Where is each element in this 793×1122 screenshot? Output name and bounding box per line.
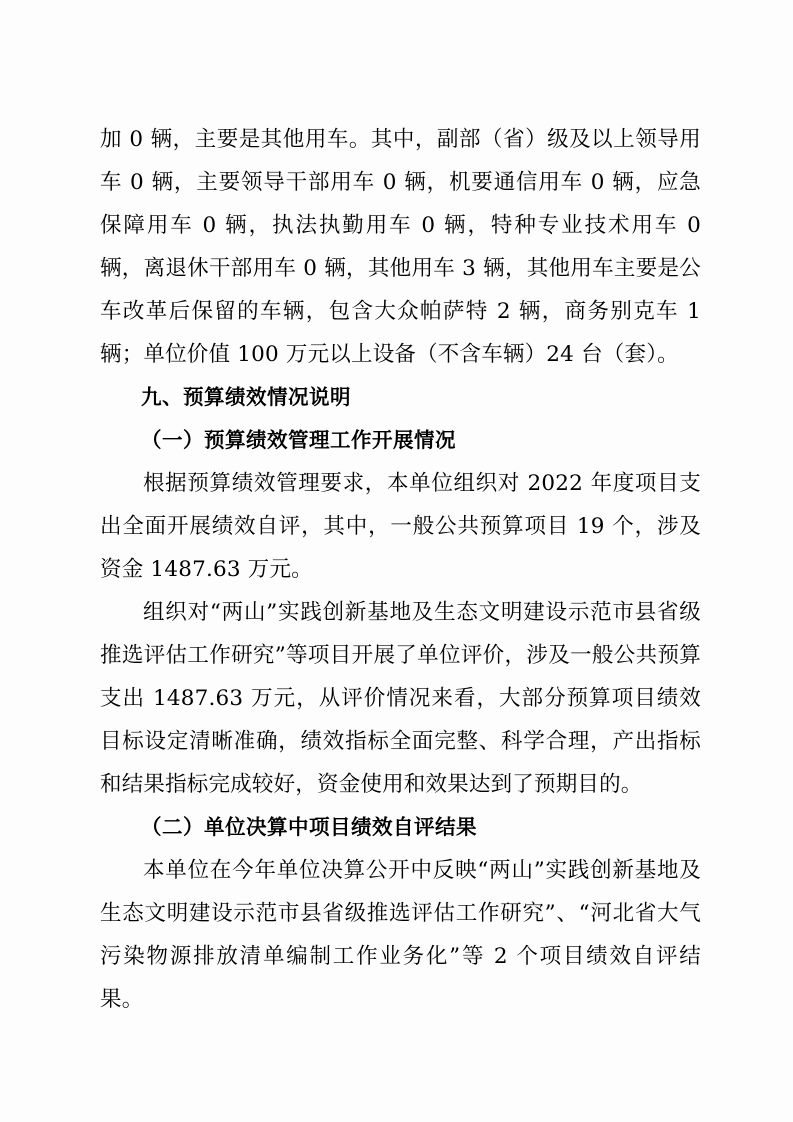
section-heading-budget-performance: 九、预算绩效情况说明 (141, 385, 351, 409)
document-body (100, 118, 701, 1021)
paragraph-unit-evaluation-result: 组织对“两山”实践创新基地及生态文明建设示范市县省级推选评估工作研究”等项目开展了单位评价，涉及一般公共预算支出 1487.63 万元，从评价情况来看，大部分预算项目绩效目标设定清晰准确，绩效指标全面完整、科学合理，产出指标和结果指标完成较好，资金使用和效果达到了预期目的。 (100, 600, 701, 797)
paragraph-disclosed-projects: 本单位在今年单位决算公开中反映“两山”实践创新基地及生态文明建设示范市县省级推选评估工作研究”、“河北省大气污染物源排放清单编制工作业务化”等 2 个项目绩效自评结果。 (100, 858, 701, 1012)
paragraph-self-evaluation-scope: 根据预算绩效管理要求，本单位组织对 2022 年度项目支出全面开展绩效自评，其中，一般公共预算项目 19 个，涉及资金 1487.63 万元。 (100, 471, 701, 582)
subsection-heading-self-evaluation-results: （二）单位决算中项目绩效自评结果 (141, 815, 477, 839)
paragraph-vehicle-assets: 加 0 辆，主要是其他用车。其中，副部（省）级及以上领导用车 0 辆，主要领导干部用车 0 辆，机要通信用车 0 辆，应急保障用车 0 辆，执法执勤用车 0 辆，特种专业技术用车 0 辆，离退休干部用车 0 辆，其他用车 3 辆，其他用车主要是公车改革后保留的车辆，包含大众帕萨特 2 辆，商务别克车 1 辆；单位价值 100 万元以上设备（不含车辆）24 台（套）。 (100, 127, 701, 367)
subsection-heading-management-work: （一）预算绩效管理工作开展情况 (141, 428, 456, 452)
